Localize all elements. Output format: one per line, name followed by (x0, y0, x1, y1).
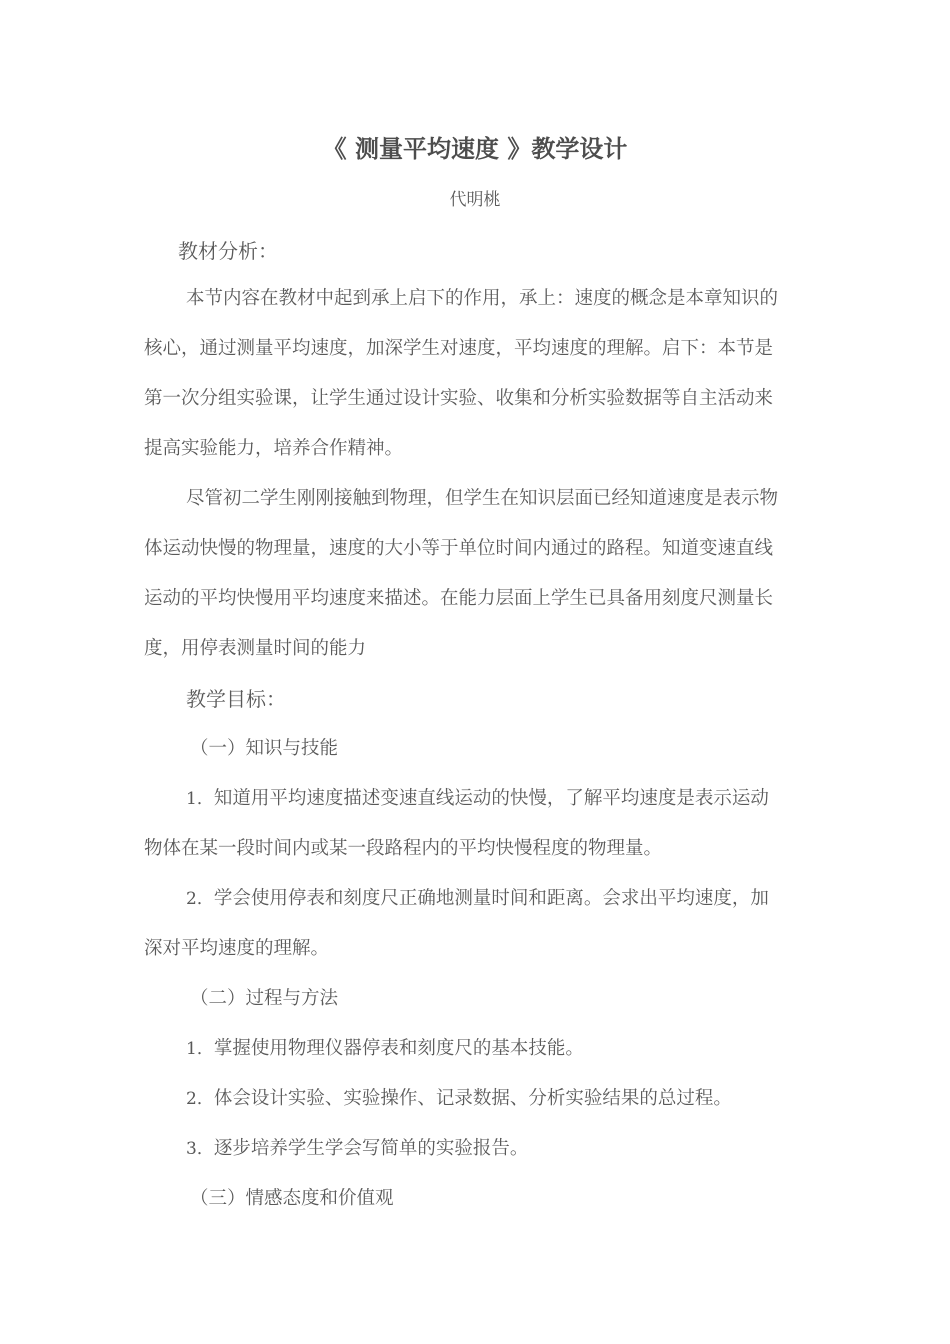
list-item-text: 掌握使用物理仪器停表和刻度尺的基本技能。 (213, 1038, 584, 1059)
list-item-number: 2． (186, 889, 214, 909)
list-item (186, 1135, 528, 1163)
paragraph-line: 度，用停表测量时间的能力 (144, 638, 367, 659)
subsection-heading: （二）过程与方法 (190, 988, 339, 1009)
list-item (186, 1085, 732, 1113)
paragraph-line: 本节内容在教材中起到承上启下的作用，承上：速度的概念是本章知识的 (186, 288, 779, 309)
list-item-text: 体会设计实验、实验操作、记录数据、分析实验结果的总过程。 (213, 1088, 732, 1109)
list-item-text: 知道用平均速度描述变速直线运动的快慢，了解平均速度是表示运动 (213, 788, 769, 809)
document-title: 《 测量平均速度 》教学设计 (322, 135, 628, 163)
section-heading-analysis: 教材分析： (178, 239, 278, 263)
subsection-heading: （三）情感态度和价值观 (190, 1188, 394, 1209)
paragraph-line: 深对平均速度的理解。 (144, 938, 330, 959)
subsection-heading: （一）知识与技能 (190, 738, 339, 759)
list-item-number: 3． (186, 1139, 214, 1159)
list-item-number: 1． (186, 1039, 214, 1059)
paragraph-line: 物体在某一段时间内或某一段路程内的平均快慢程度的物理量。 (144, 838, 663, 859)
paragraph-line: 核心，通过测量平均速度，加深学生对速度，平均速度的理解。启下：本节是 (144, 338, 774, 359)
paragraph-line: 体运动快慢的物理量，速度的大小等于单位时间内通过的路程。知道变速直线 (144, 538, 774, 559)
paragraph-line: 第一次分组实验课，让学生通过设计实验、收集和分析实验数据等自主活动来 (144, 388, 774, 409)
list-item-text: 学会使用停表和刻度尺正确地测量时间和距离。会求出平均速度，加 (213, 888, 769, 909)
list-item-text: 逐步培养学生学会写简单的实验报告。 (213, 1138, 529, 1159)
paragraph-line: 尽管初二学生刚刚接触到物理，但学生在知识层面已经知道速度是表示物 (186, 488, 779, 509)
list-item-number: 2． (186, 1089, 214, 1109)
list-item (186, 1035, 584, 1063)
list-item (186, 885, 769, 913)
section-heading-goals: 教学目标： (186, 687, 286, 711)
list-item (186, 785, 769, 813)
list-item-number: 1． (186, 789, 214, 809)
paragraph-line: 运动的平均快慢用平均速度来描述。在能力层面上学生已具备用刻度尺测量长 (144, 588, 774, 609)
document-author: 代明桃 (449, 190, 501, 210)
paragraph-line: 提高实验能力，培养合作精神。 (144, 438, 404, 459)
